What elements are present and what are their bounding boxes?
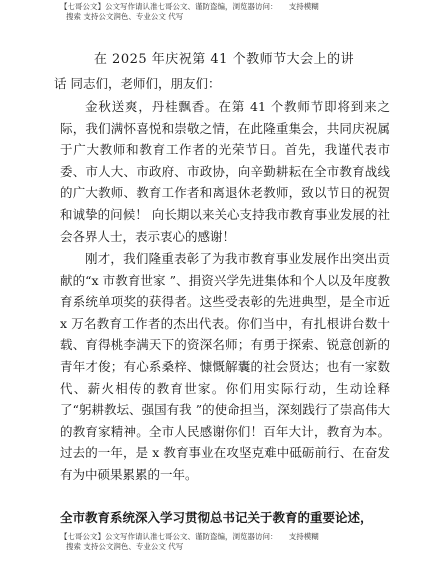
- salutation: 话 同志们，老师们，朋友们：: [54, 76, 221, 91]
- header-notice-line2: 搜索 支持公文润色、专业公文 代写: [66, 12, 184, 21]
- footer-notice: [60, 532, 360, 552]
- footer-notice-line1: 【七哥公文】公文写作请认准七哥公文、谨防盗编，浏览器访问： 支持模糊: [60, 532, 319, 541]
- paragraph-3-text: 全市教育系统深入学习贯彻总书记关于教育的重要论述，: [60, 510, 373, 525]
- paragraph-3-first-line: [60, 509, 400, 527]
- paragraph-1: 金秋送爽，丹桂飘香。在第 41 个教师节即将到来之际，我们满怀喜悦和崇敬之情，在此隆重集会，共同庆祝属于广大教师和教育工作者的光荣节日。首先，我谨代表市委、市人大、市政府、市政协，向辛勤耕耘在全市教育战线的广大教师、教育工作者和离退休老教师，致以节日的祝贺和诚挚的问候！ 向长期以来关心支持我市教育事业发展的社会各界人士，表示衷心的感谢！: [60, 99, 390, 244]
- footer-notice-line2: 搜索 支持公文润色、专业公文 代写: [66, 542, 184, 551]
- header-notice: [60, 2, 360, 22]
- header-notice-line1: 【七哥公文】公文写作请认准七哥公文、谨防盗编，浏览器访问： 支持模糊: [60, 2, 319, 11]
- document-title: 在 2025 年庆祝第 41 个教师节大会上的讲: [93, 52, 355, 67]
- paragraph-2: 刚才，我们隆重表彰了为我市教育事业发展作出突出贡献的“x 市教育世家 ”、捐资兴学先进集体和个人以及年度教育系统单项奖的获得者。这些受表彰的先进典型，是全市近 x 万名教育工作者的杰出代表。你们当中，有扎根讲台数十载、育得桃李满天下的资深名师；有勇于探索、锐意创新的青年才俊；有心系桑梓、慷慨解囊的社会贤达；也有一家数代、薪火相传的教育世家。你们用实际行动，生动诠释了“躬耕教坛、强国有我 ”的使命担当，深刻践行了崇高伟大的教育家精神。全市人民感谢你们！百年大计，教育为本。过去的一年，是 x 教育事业在攻坚克难中砥砺前行、在奋发有为中硕果累累的一年。: [60, 251, 390, 482]
